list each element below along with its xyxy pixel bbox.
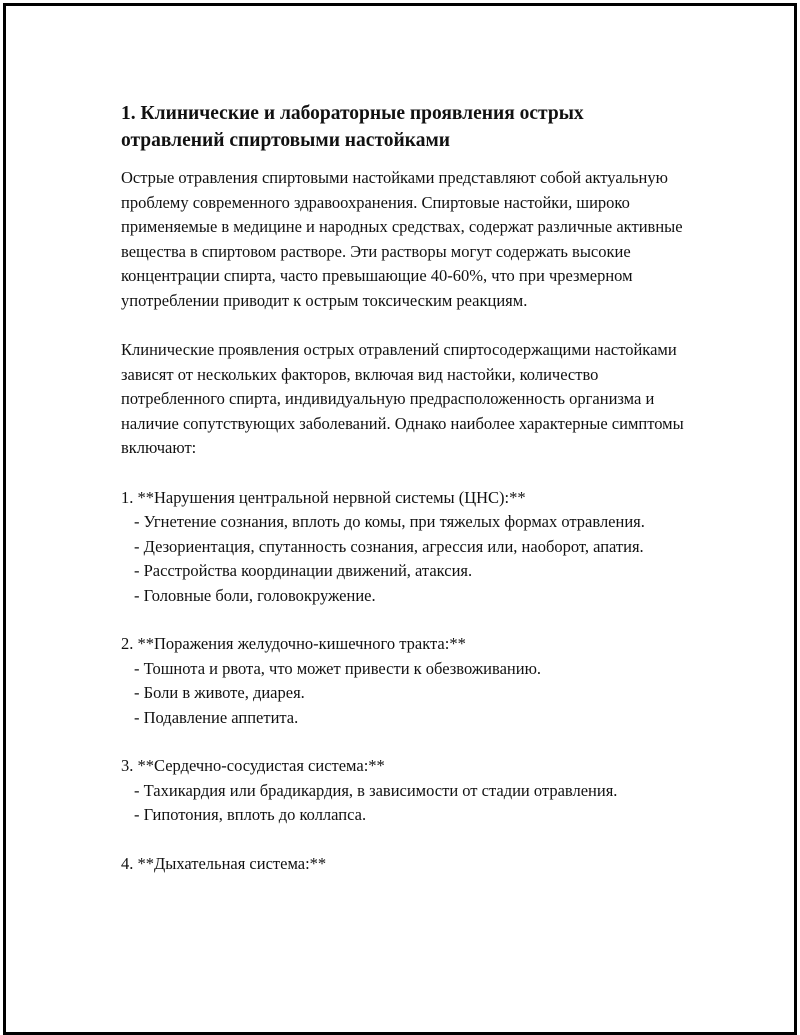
list-item: - Гипотония, вплоть до коллапса.	[134, 805, 367, 824]
list-section-gi	[121, 632, 701, 730]
list-section-cardio	[121, 754, 701, 828]
clinical-paragraph: Клинические проявления острых отравлений спиртосодержащими настойками зависят от нескольких факторов, включая вид настойки, количество потребленного спирта, индивидуальную предрасположенность организма и наличие сопутствующих заболеваний. Однако наиболее характерные симптомы включают:	[121, 340, 684, 457]
list-heading: 2. **Поражения желудочно-кишечного тракта:**	[121, 634, 466, 653]
list-item: - Угнетение сознания, вплоть до комы, при тяжелых формах отравления.	[134, 512, 645, 531]
list-item: - Головные боли, головокружение.	[134, 585, 376, 605]
list-heading: 1. **Нарушения центральной нервной системы (ЦНС):**	[121, 487, 526, 507]
list-item: - Боли в животе, диарея.	[134, 683, 305, 702]
list-item: - Тошнота и рвота, что может привести к обезвоживанию.	[134, 658, 542, 678]
section-title-line-1: 1. Клинические и лабораторные проявления острых	[121, 103, 584, 124]
list-heading: 3. **Сердечно-сосудистая система:**	[121, 756, 385, 775]
document-page	[3, 3, 797, 1035]
intro-paragraph: Острые отравления спиртовыми настойками представляют собой актуальную проблему современного здравоохранения. Спиртовые настойки, широко применяемые в медицине и народных средствах, содержат различные активные вещества в спиртовом растворе. Эти растворы могут содержать высокие концентрации спирта, часто превышающие 40-60%, что при чрезмерном употреблении приводит к острым токсическим реакциям.	[121, 168, 683, 310]
document-content	[121, 100, 701, 900]
list-item: - Тахикардия или брадикардия, в зависимости от стадии отравления.	[134, 780, 618, 800]
list-heading: 4. **Дыхательная система:**	[121, 853, 327, 873]
list-item: - Дезориентация, спутанность сознания, агрессия или, наоборот, апатия.	[134, 536, 644, 556]
list-section-cns	[121, 486, 701, 609]
section-title-line-2: отравлений спиртовыми настойками	[121, 130, 450, 151]
section-title	[121, 100, 701, 154]
list-item: - Расстройства координации движений, атаксия.	[134, 561, 473, 580]
list-section-respiratory	[121, 852, 701, 877]
list-item: - Подавление аппетита.	[134, 707, 299, 727]
